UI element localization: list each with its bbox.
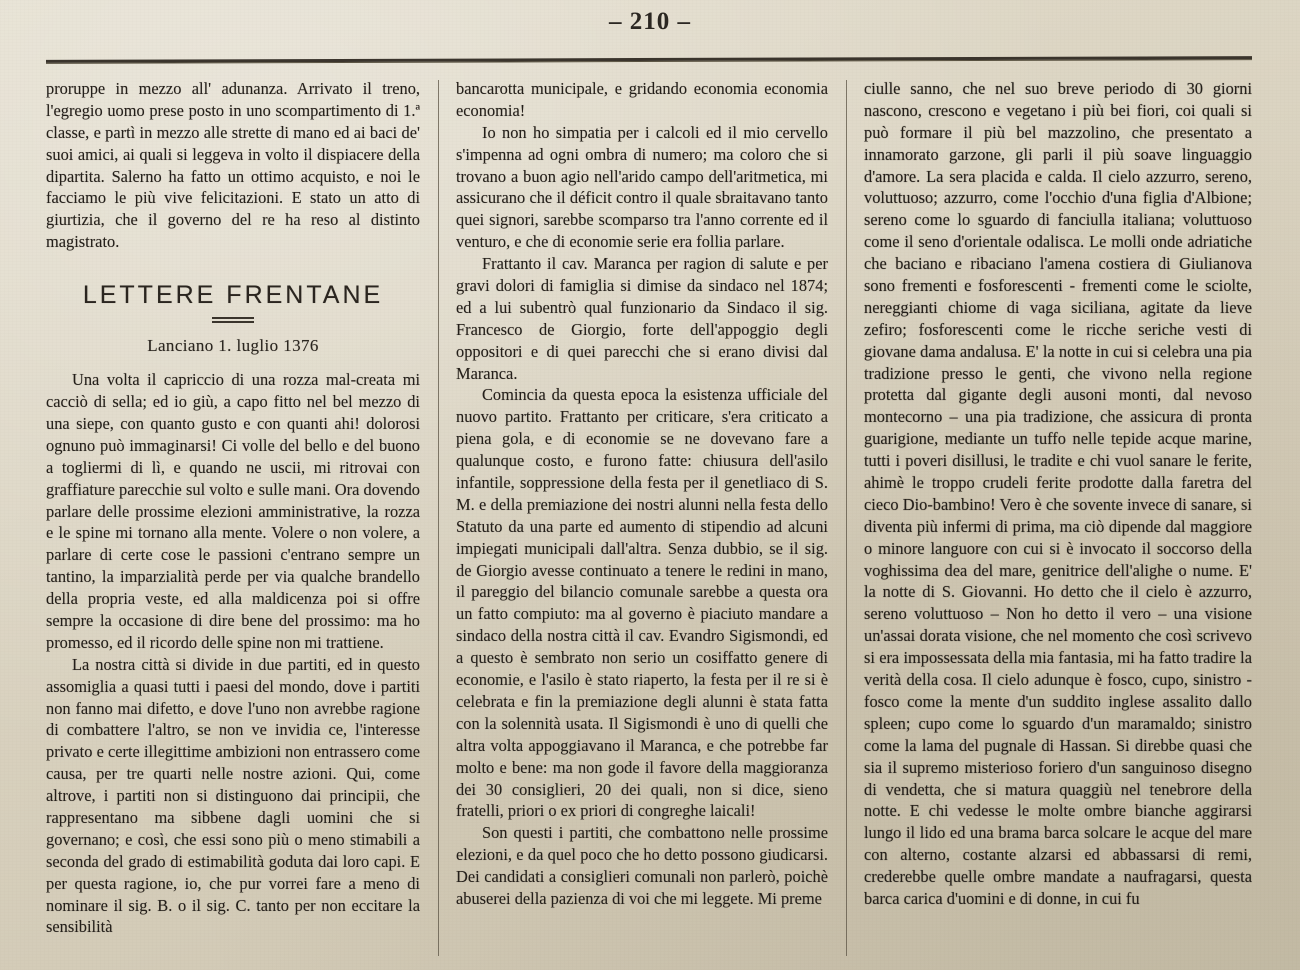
column-container [46, 78, 1252, 958]
col1-body [46, 369, 420, 938]
header-rule [46, 56, 1252, 64]
col3-continued-paragraph: ciulle sanno, che nel suo breve periodo di 30 giorni nascono, crescono e vegetano i più bei fiori, coi quali si può formare il più bel mazzolino, che presentato a innamorato garzone, gli parli il più soave linguaggio d'amore. La sera placida e calda. Il cielo azzurro, sereno, voluttuoso; azzurro, come l'occhio d'una figlia d'Albione; sereno come lo sguardo di fanciulla italiana; voluttuoso come il seno d'orientale odalisca. Le molli onde adriatiche che baciano e ribaciano l'amena costiera di Giulianova sono frementi e fosforescenti - frementi come le sciolte, nereggianti chiome di vaga siciliana, agitate da lieve zefiro; fosforescenti come le ricche seriche vesti di giovane dama andalusa. E' la notte in cui si celebra una pia tradizione presso le genti, che vivono nella regione protetta dal gigante degli ausoni monti, dal nevoso montecorno – una pia tradizione, che assicura di pronta guarigione, mediante un tuffo nelle tepide acque marine, tutti i poveri disillusi, le tradite e chi vuol sanare le ferite, ahimè le troppo crudeli ferite prodotte dalla faretra del cieco Dio-bambino! Vero è che sovente invece di sanare, si diventa più infermi di prima, ma ciò dipende dal maggiore o minore languore con cui si è invocato il soccorso della voghissima dea del mare, genitrice dell'alighe o nume. E' la notte di S. Giovanni. Ho detto che il cielo è azzurro, sereno voluttuoso – Non ho detto il vero – una visione un'assai dorata visione, che nel momento che così scrivevo si era impossessata della mia fantasia, mi ha fatto tradire la verità della cosa. Il cielo adunque è fosco, cupo, sinistro - fosco come la mente d'un suddito inglese assalito dallo spleen; cupo come lo sguardo d'un maramaldo; sinistro come la lama del pugnale di Hassan. Si direbbe quasi che sia il supremo misterioso foriero d'un sanguinoso disegno di vendetta, che si matura quaggiù nel tenebrore della notte. E chi vedesse le molte ombre bianche aggirarsi lungo il lido ed una brama barca solcare le acque del mare con alterno, costante alzarsi ed abbassarsi di remi, crederebbe quelle ombre mandate a naufragarsi, questa barca carica d'uomini e di donne, in cui fu [864, 79, 1252, 908]
col2-paragraph-3: Frattanto il cav. Maranca per ragion di salute e per gravi dolori di famiglia si dimise da sindaco nel 1874; ed a lui subentrò qual funzionario da Sindaco il sig. Francesco de Giorgio, forte dell'appoggio degli oppositori e di quei parecchi che si erano divisi dal Maranca. [456, 254, 828, 383]
col2-continued-paragraph: bancarotta municipale, e gridando economia economia economia! [456, 79, 828, 120]
page-number: – 210 – [609, 8, 691, 35]
article-dateline: Lanciano 1. luglio 1376 [147, 335, 319, 355]
headline-rule [212, 317, 254, 323]
article-headline: LETTERE FRENTANE [82, 281, 384, 310]
col2-paragraph-4: Comincia da questa epoca la esistenza ufficiale del nuovo partito. Frattanto per criticare, s'era criticato a piena gola, e di economie se ne dovevano fare a qualunque costo, e furono fatte: chiusura dell'asilo infantile, soppressione della festa per il genetliaco di S. M. e della premiazione dei nostri alunni nella festa dello Statuto da una parte ed aumento di stipendio ad alcuni impiegati municipali dall'altra. Senza dubbio, se il sig. de Giorgio avesse continuato a tenere le redini in mano, il pareggio del bilancio comunale sarebbe a questa ora un fatto compiuto: ma al governo è piaciuto mandare a sindaco della nostra città il cav. Evandro Sigismondi, ed a questo è sembrato non serio un cosiffatto genere di economie, e l'asilo è stato riaperto, la festa per il re si è celebrata e fin la premiazione degli alunni è stata fatta con la solennità usata. Il Sigismondi è uno di quelli che altra volta appoggiavano il Maranca, e che potrebbe far molto e bene: ma non gode il favore della maggioranza dei 30 consiglieri, 20 dei quali, non si dice, sieno fratelli, priori o ex priori di congreghe laicali! [456, 385, 828, 821]
col2-paragraph-5: Son questi i partiti, che combattono nelle prossime elezioni, e da quel poco che ho detto possono giudicarsi. Dei candidati a consiglieri comunali non parlerò, poichè abuserei della pazienza di voi che mi leggete. Mi preme [456, 823, 828, 908]
col2-paragraph-2: Io non ho simpatia per i calcoli ed il mio cervello s'impenna ad ogni ombra di numero; ma coloro che si trovano a buon agio nell'arido campo dell'aritmetica, mi assicurano che il déficit contro il quale sbraitavano tanto quei signori, sarebbe scomparso tra l'anno corrente ed il venturo, e che di economie serie era follia parlare. [456, 122, 828, 252]
column-1 [46, 78, 438, 958]
column-3 [846, 78, 1252, 958]
col1-paragraph-1: Una volta il capriccio di una rozza mal-creata mi cacciò di sella; ed io giù, a capo fitto nel bel mezzo di una siepe, con quanto gusto e con quanti ahi! dolorosi ognuno può immaginarsi! Ci volle del bello e del buono a togliermi di lì, e quando ne uscii, mi ritrovai con graffiature parecchie sul volto e sulle mani. Ora dovendo parlare delle prossime elezioni amministrative, la rozza e le spine mi tornano alla mente. Volere o non volere, a parlare di certe cose le passioni c'entrano sempre un tantino, la imparzialità perde per via qualche brandello della propria veste, ed alla maldicenza poi si offre sempre la occasione di dire bene del prossimo: ma ho promesso, ed il ricordo delle spine non mi trattiene. [46, 370, 420, 652]
column-2 [438, 78, 846, 958]
col1-paragraph-2: La nostra città si divide in due partiti, ed in questo assomiglia a quasi tutti i paesi del mondo, dove i partiti non fanno mai difetto, e dove l'uno non avrebbe ragione di combattere l'altro, se non ve invidia ce, l'interesse privato e certe illegittime ambizioni non entrassero come causa, per tre quarti nelle nostre azioni. Qui, come altrove, i partiti non si distinguono dai principii, che rappresentano ma sibbene dagli uomini che si governano; e così, che essi sono più o meno stimabili a seconda del grado di estimabilità goduta dai loro capi. E per questa ragione, io, che pur vorrei fare a meno di nominare il sig. B. o il sig. C. tanto per non eccitare la sensibilità [46, 654, 420, 937]
col1-continued-paragraph: proruppe in mezzo all' adunanza. Arrivato il treno, l'egregio uomo prese posto in uno scompartimento di 1.ª classe, e partì in mezzo alle strette di mano ed ai baci de' suoi amici, ai quali si leggeva in volto il dispiacere della dipartita. Salerno ha fatto un ottimo acquisto, e noi le facciamo le più vive felicitazioni. E stato un atto di giurtizia, che il governo del re ha reso al distinto magistrato. [46, 79, 420, 252]
